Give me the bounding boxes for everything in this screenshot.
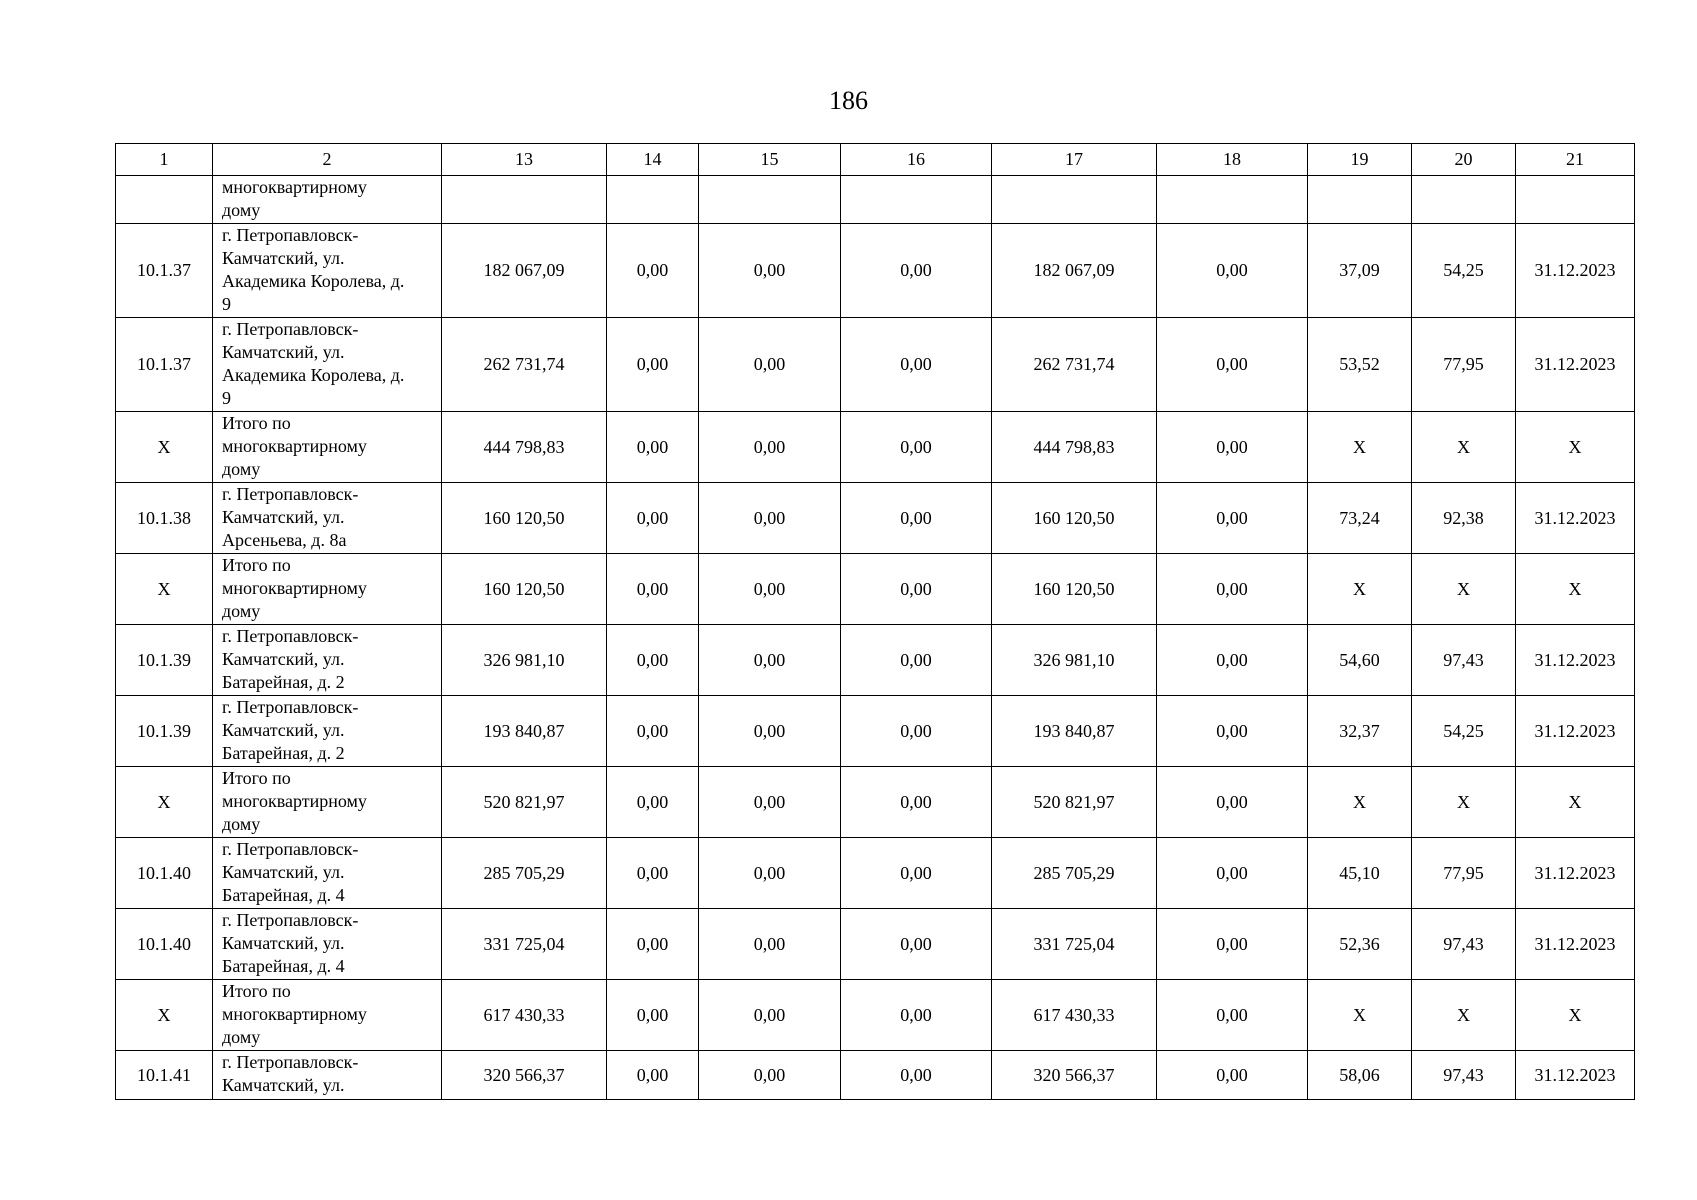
table-cell: Х bbox=[1412, 767, 1516, 838]
table-cell: 31.12.2023 bbox=[1516, 224, 1635, 318]
table-cell: 10.1.37 bbox=[116, 224, 213, 318]
table-cell: 0,00 bbox=[607, 1051, 699, 1100]
column-header: 21 bbox=[1516, 144, 1635, 176]
table-row bbox=[116, 838, 1635, 909]
table-cell: Х bbox=[116, 980, 213, 1051]
table-cell: 52,36 bbox=[1308, 909, 1412, 980]
table-cell: 0,00 bbox=[1157, 318, 1308, 412]
table-cell: 10.1.40 bbox=[116, 909, 213, 980]
column-header: 18 bbox=[1157, 144, 1308, 176]
table-cell: 10.1.37 bbox=[116, 318, 213, 412]
table-cell bbox=[699, 176, 841, 224]
table-cell: 10.1.39 bbox=[116, 625, 213, 696]
address-cell: многоквартирному дому bbox=[213, 176, 442, 224]
address-cell: Итого по многоквартирному дому bbox=[213, 554, 442, 625]
address-cell: г. Петропавловск- Камчатский, ул. Академика Королева, д. 9 bbox=[213, 224, 442, 318]
table-cell: 160 120,50 bbox=[442, 554, 607, 625]
table-cell: 0,00 bbox=[1157, 909, 1308, 980]
table-cell: 0,00 bbox=[699, 412, 841, 483]
table-cell: 97,43 bbox=[1412, 625, 1516, 696]
table-row bbox=[116, 176, 1635, 224]
table-cell: Х bbox=[1308, 412, 1412, 483]
table-cell: Х bbox=[116, 412, 213, 483]
table-row bbox=[116, 412, 1635, 483]
column-header: 14 bbox=[607, 144, 699, 176]
table-cell: 0,00 bbox=[699, 767, 841, 838]
address-cell: г. Петропавловск- Камчатский, ул. Батарейная, д. 2 bbox=[213, 625, 442, 696]
table-cell: 0,00 bbox=[1157, 767, 1308, 838]
table-cell: 31.12.2023 bbox=[1516, 909, 1635, 980]
table-cell: 285 705,29 bbox=[992, 838, 1157, 909]
table-cell: 0,00 bbox=[1157, 224, 1308, 318]
table-cell: 0,00 bbox=[607, 412, 699, 483]
address-cell: г. Петропавловск- Камчатский, ул. Арсеньева, д. 8а bbox=[213, 483, 442, 554]
address-cell: г. Петропавловск- Камчатский, ул. Батарейная, д. 4 bbox=[213, 909, 442, 980]
table-cell: 331 725,04 bbox=[442, 909, 607, 980]
table-cell: 0,00 bbox=[699, 1051, 841, 1100]
address-cell: г. Петропавловск- Камчатский, ул. Батарейная, д. 4 bbox=[213, 838, 442, 909]
table-cell bbox=[1308, 176, 1412, 224]
data-table bbox=[115, 143, 1635, 1100]
table-cell: Х bbox=[1308, 554, 1412, 625]
table-cell: 10.1.39 bbox=[116, 696, 213, 767]
table-cell: 0,00 bbox=[841, 767, 992, 838]
table-cell: 0,00 bbox=[841, 483, 992, 554]
table-cell: 0,00 bbox=[607, 318, 699, 412]
table-cell: 0,00 bbox=[841, 909, 992, 980]
table-cell: 10.1.40 bbox=[116, 838, 213, 909]
table-cell: Х bbox=[1308, 980, 1412, 1051]
table-cell: Х bbox=[1516, 980, 1635, 1051]
table-cell: 54,25 bbox=[1412, 696, 1516, 767]
table-cell: 326 981,10 bbox=[992, 625, 1157, 696]
table-cell: 0,00 bbox=[607, 554, 699, 625]
table-cell: 160 120,50 bbox=[992, 483, 1157, 554]
table-cell bbox=[841, 176, 992, 224]
table-cell: 520 821,97 bbox=[992, 767, 1157, 838]
table-cell: 0,00 bbox=[841, 1051, 992, 1100]
address-cell: Итого по многоквартирному дому bbox=[213, 980, 442, 1051]
table-cell: 77,95 bbox=[1412, 318, 1516, 412]
table-cell: 617 430,33 bbox=[442, 980, 607, 1051]
table-cell: Х bbox=[1412, 412, 1516, 483]
table-cell: 0,00 bbox=[841, 980, 992, 1051]
page-number: 186 bbox=[829, 86, 868, 115]
table-body bbox=[116, 176, 1635, 1100]
table-cell: 97,43 bbox=[1412, 909, 1516, 980]
column-header: 19 bbox=[1308, 144, 1412, 176]
table-cell: 0,00 bbox=[699, 554, 841, 625]
table-cell: 92,38 bbox=[1412, 483, 1516, 554]
table-cell: Х bbox=[1516, 412, 1635, 483]
table-cell: 160 120,50 bbox=[992, 554, 1157, 625]
table-cell: 0,00 bbox=[1157, 554, 1308, 625]
table-cell: 97,43 bbox=[1412, 1051, 1516, 1100]
table-cell bbox=[992, 176, 1157, 224]
table-cell: 320 566,37 bbox=[992, 1051, 1157, 1100]
table-cell: 54,60 bbox=[1308, 625, 1412, 696]
table-cell: 37,09 bbox=[1308, 224, 1412, 318]
table-cell: 0,00 bbox=[699, 909, 841, 980]
table-cell: 0,00 bbox=[699, 838, 841, 909]
table-cell: 45,10 bbox=[1308, 838, 1412, 909]
table-cell: 0,00 bbox=[841, 318, 992, 412]
table-row bbox=[116, 980, 1635, 1051]
table-cell: Х bbox=[1412, 980, 1516, 1051]
column-header: 20 bbox=[1412, 144, 1516, 176]
table-cell: 73,24 bbox=[1308, 483, 1412, 554]
table-cell: 0,00 bbox=[1157, 838, 1308, 909]
table-cell: 262 731,74 bbox=[442, 318, 607, 412]
table-cell: 444 798,83 bbox=[442, 412, 607, 483]
table-cell: 31.12.2023 bbox=[1516, 318, 1635, 412]
table-cell: 58,06 bbox=[1308, 1051, 1412, 1100]
table-cell: 31.12.2023 bbox=[1516, 838, 1635, 909]
table-cell: Х bbox=[116, 767, 213, 838]
table-cell: 0,00 bbox=[1157, 1051, 1308, 1100]
table-row bbox=[116, 483, 1635, 554]
table-cell bbox=[607, 176, 699, 224]
column-header: 16 bbox=[841, 144, 992, 176]
table-cell: 0,00 bbox=[699, 625, 841, 696]
table-cell: 520 821,97 bbox=[442, 767, 607, 838]
table-cell bbox=[442, 176, 607, 224]
table-header-row bbox=[116, 144, 1635, 176]
table-cell bbox=[1516, 176, 1635, 224]
table-cell: 617 430,33 bbox=[992, 980, 1157, 1051]
table-cell: Х bbox=[1516, 554, 1635, 625]
table-cell: 0,00 bbox=[607, 696, 699, 767]
table-cell: 31.12.2023 bbox=[1516, 483, 1635, 554]
address-cell: г. Петропавловск- Камчатский, ул. Академика Королева, д. 9 bbox=[213, 318, 442, 412]
table-cell: 0,00 bbox=[1157, 412, 1308, 483]
table-cell bbox=[1157, 176, 1308, 224]
table-cell: 31.12.2023 bbox=[1516, 1051, 1635, 1100]
table-cell: 160 120,50 bbox=[442, 483, 607, 554]
table-cell: Х bbox=[1308, 767, 1412, 838]
table-cell: 0,00 bbox=[607, 980, 699, 1051]
table-cell: 326 981,10 bbox=[442, 625, 607, 696]
table-cell: 182 067,09 bbox=[992, 224, 1157, 318]
table-cell: 444 798,83 bbox=[992, 412, 1157, 483]
column-header: 15 bbox=[699, 144, 841, 176]
table-cell: 193 840,87 bbox=[442, 696, 607, 767]
table-cell: 0,00 bbox=[841, 625, 992, 696]
table-cell: 0,00 bbox=[699, 318, 841, 412]
table-cell: 0,00 bbox=[607, 224, 699, 318]
table-cell: 0,00 bbox=[607, 625, 699, 696]
table-cell: 0,00 bbox=[607, 483, 699, 554]
address-cell: г. Петропавловск- Камчатский, ул. bbox=[213, 1051, 442, 1100]
table-row bbox=[116, 554, 1635, 625]
column-header: 13 bbox=[442, 144, 607, 176]
table-cell: 0,00 bbox=[607, 767, 699, 838]
table-cell: 0,00 bbox=[841, 696, 992, 767]
table-row bbox=[116, 318, 1635, 412]
table-cell: 31.12.2023 bbox=[1516, 625, 1635, 696]
address-cell: г. Петропавловск- Камчатский, ул. Батарейная, д. 2 bbox=[213, 696, 442, 767]
table-cell: 0,00 bbox=[699, 224, 841, 318]
table-cell: 10.1.41 bbox=[116, 1051, 213, 1100]
column-header: 1 bbox=[116, 144, 213, 176]
table-cell bbox=[116, 176, 213, 224]
column-header: 17 bbox=[992, 144, 1157, 176]
table-cell: 0,00 bbox=[841, 412, 992, 483]
table-cell: 193 840,87 bbox=[992, 696, 1157, 767]
column-header: 2 bbox=[213, 144, 442, 176]
table-cell: 182 067,09 bbox=[442, 224, 607, 318]
table-cell: Х bbox=[1516, 767, 1635, 838]
table-cell: 31.12.2023 bbox=[1516, 696, 1635, 767]
table-cell: 54,25 bbox=[1412, 224, 1516, 318]
table-cell: 0,00 bbox=[1157, 696, 1308, 767]
table-cell: Х bbox=[116, 554, 213, 625]
table-cell: 0,00 bbox=[841, 838, 992, 909]
table-cell: 331 725,04 bbox=[992, 909, 1157, 980]
table-row bbox=[116, 767, 1635, 838]
table-cell: 10.1.38 bbox=[116, 483, 213, 554]
table-cell: 0,00 bbox=[1157, 625, 1308, 696]
table-cell: 0,00 bbox=[699, 980, 841, 1051]
table-cell: 0,00 bbox=[699, 696, 841, 767]
table-cell: 0,00 bbox=[607, 838, 699, 909]
table-cell: 0,00 bbox=[841, 224, 992, 318]
table-cell: 262 731,74 bbox=[992, 318, 1157, 412]
table-cell: Х bbox=[1412, 554, 1516, 625]
table-cell: 77,95 bbox=[1412, 838, 1516, 909]
table-cell: 0,00 bbox=[841, 554, 992, 625]
table-cell: 53,52 bbox=[1308, 318, 1412, 412]
table-row bbox=[116, 224, 1635, 318]
table-row bbox=[116, 696, 1635, 767]
table-row bbox=[116, 625, 1635, 696]
table-cell bbox=[1412, 176, 1516, 224]
table-cell: 320 566,37 bbox=[442, 1051, 607, 1100]
table-row bbox=[116, 1051, 1635, 1100]
table-row bbox=[116, 909, 1635, 980]
address-cell: Итого по многоквартирному дому bbox=[213, 412, 442, 483]
address-cell: Итого по многоквартирному дому bbox=[213, 767, 442, 838]
table-cell: 0,00 bbox=[699, 483, 841, 554]
table-cell: 285 705,29 bbox=[442, 838, 607, 909]
table-cell: 32,37 bbox=[1308, 696, 1412, 767]
table-cell: 0,00 bbox=[1157, 980, 1308, 1051]
table-cell: 0,00 bbox=[1157, 483, 1308, 554]
table-cell: 0,00 bbox=[607, 909, 699, 980]
